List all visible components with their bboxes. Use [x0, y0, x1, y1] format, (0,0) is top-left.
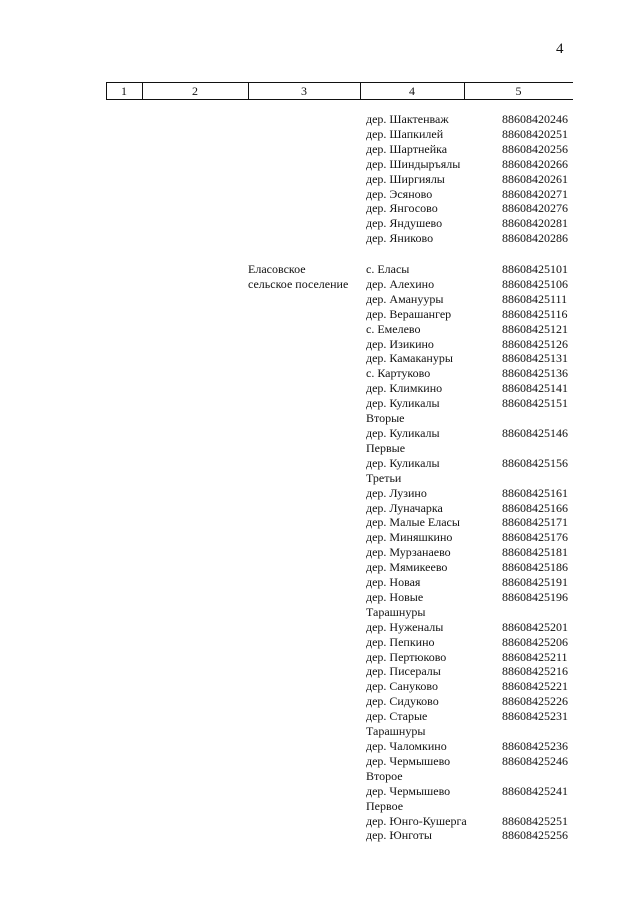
locality-row: [366, 322, 592, 337]
locality-name: дер. Юнготы: [366, 828, 432, 843]
locality-name: дер. Яниково: [366, 231, 434, 246]
oktmo-code: 88608425171: [502, 515, 568, 530]
locality-row: [366, 351, 592, 366]
oktmo-code: 88608425246: [502, 753, 568, 768]
locality-name: дер. Янгосово: [366, 201, 438, 216]
settlement-list-continued: [366, 112, 592, 246]
locality-name: дер. Лузино: [366, 485, 427, 500]
locality-row: [366, 127, 592, 142]
locality-name: Тарашнуры: [366, 604, 426, 619]
locality-name: дер. Чаломкино: [366, 739, 447, 753]
locality-name: Третьи: [366, 470, 402, 485]
locality-name: Второе: [366, 768, 403, 783]
locality-row: [366, 396, 592, 411]
locality-name: дер. Куликалы: [366, 425, 440, 440]
locality-name: дер. Мурзанаево: [366, 545, 451, 560]
oktmo-code: 88608420276: [502, 201, 568, 216]
locality-name: дер. Сануково: [366, 679, 438, 694]
locality-row: [366, 456, 592, 471]
oktmo-code: 88608425151: [502, 396, 568, 411]
locality-row: [366, 307, 592, 322]
locality-row: [366, 501, 592, 516]
locality-row: [366, 605, 592, 620]
locality-name: с. Емелево: [366, 321, 421, 336]
locality-name: дер. Эсяново: [366, 186, 433, 201]
oktmo-code: 88608425106: [502, 276, 568, 291]
locality-name: дер. Миняшкино: [366, 530, 453, 545]
locality-row: [366, 112, 592, 127]
elasovskoe-settlement-list: [366, 262, 592, 843]
locality-name: дер. Ширгиялы: [366, 171, 445, 186]
locality-name: дер. Новые: [366, 589, 424, 604]
column-number-4: 4: [409, 84, 415, 98]
locality-row: [366, 262, 592, 277]
oktmo-code: 88608420256: [502, 141, 568, 156]
locality-name: дер. Шиндыръялы: [366, 156, 461, 171]
locality-row: [366, 216, 592, 231]
oktmo-code: 88608425176: [502, 530, 568, 545]
locality-name: дер. Чермышево: [366, 753, 451, 768]
oktmo-code: 88608420246: [502, 112, 568, 126]
locality-row: [366, 292, 592, 307]
locality-row: [366, 530, 592, 545]
oktmo-code: 88608425121: [502, 321, 568, 336]
locality-row: [366, 515, 592, 530]
locality-name: дер. Аманууры: [366, 291, 444, 306]
locality-row: [366, 754, 592, 769]
column-number-3: 3: [301, 84, 307, 98]
oktmo-code: 88608425256: [502, 828, 568, 843]
oktmo-code: 88608425116: [502, 306, 568, 321]
locality-row: [366, 277, 592, 292]
oktmo-code: 88608420286: [502, 231, 568, 246]
locality-row: [366, 381, 592, 396]
locality-row: [366, 201, 592, 216]
locality-name: дер. Куликалы: [366, 396, 440, 411]
locality-name: дер. Луначарка: [366, 500, 443, 515]
oktmo-code: 88608425181: [502, 545, 568, 560]
locality-name: дер. Верашангер: [366, 306, 452, 321]
column-number-1: 1: [121, 84, 127, 98]
oktmo-code: 88608420281: [502, 216, 568, 231]
locality-row: [366, 560, 592, 575]
oktmo-code: 88608425221: [502, 679, 568, 694]
oktmo-code: 88608425111: [502, 291, 568, 306]
settlement-name-line-1: Еласовское: [248, 262, 306, 276]
locality-row: [366, 441, 592, 456]
locality-name: дер. Шактенваж: [366, 112, 449, 126]
locality-name: дер. Писералы: [366, 664, 441, 679]
column-number-header: [106, 82, 573, 100]
locality-name: дер. Яндушево: [366, 216, 443, 231]
locality-name: Вторые: [366, 411, 405, 426]
locality-row: [366, 694, 592, 709]
locality-name: дер. Шартнейка: [366, 141, 448, 156]
oktmo-code: 88608425136: [502, 366, 568, 381]
locality-row: [366, 471, 592, 486]
oktmo-code: 88608425201: [502, 619, 568, 634]
oktmo-code: [502, 605, 592, 620]
oktmo-code: 88608425206: [502, 634, 568, 649]
locality-row: [366, 635, 592, 650]
locality-name: дер. Камакануры: [366, 351, 453, 366]
locality-name: дер. Изикино: [366, 336, 434, 351]
locality-row: [366, 769, 592, 784]
locality-row: [366, 545, 592, 560]
oktmo-code: 88608420266: [502, 156, 568, 171]
oktmo-code: 88608425141: [502, 381, 568, 396]
oktmo-code: 88608425236: [502, 739, 568, 753]
locality-row: [366, 486, 592, 501]
oktmo-code: 88608425231: [502, 709, 568, 724]
oktmo-code: 88608425216: [502, 664, 568, 679]
locality-name: дер. Алехино: [366, 276, 435, 291]
oktmo-code: 88608425126: [502, 336, 568, 351]
locality-row: [366, 157, 592, 172]
page-number: 4: [556, 41, 564, 57]
locality-row: [366, 784, 592, 799]
locality-name: дер. Малые Еласы: [366, 515, 460, 530]
locality-row: [366, 575, 592, 590]
locality-name: дер. Пепкино: [366, 634, 435, 649]
locality-row: [366, 231, 592, 246]
locality-row: [366, 814, 592, 829]
locality-name: Тарашнуры: [366, 724, 426, 739]
oktmo-code: 88608425191: [502, 575, 568, 590]
locality-row: [366, 337, 592, 352]
oktmo-code: [502, 441, 592, 456]
locality-name: Первое: [366, 798, 404, 813]
locality-row: [366, 187, 592, 202]
column-number-5: 5: [515, 84, 522, 98]
oktmo-code: 88608425241: [502, 783, 568, 798]
locality-row: [366, 426, 592, 441]
locality-row: [366, 739, 592, 754]
locality-row: [366, 650, 592, 665]
locality-row: [366, 590, 592, 605]
locality-row: [366, 366, 592, 381]
locality-row: [366, 828, 592, 843]
oktmo-code: 88608420271: [502, 186, 568, 201]
locality-row: [366, 172, 592, 187]
locality-row: [366, 411, 592, 426]
locality-row: [366, 709, 592, 724]
locality-name: с. Еласы: [366, 262, 410, 276]
locality-row: [366, 142, 592, 157]
locality-row: [366, 664, 592, 679]
oktmo-code: 88608425226: [502, 694, 568, 709]
settlement-name-line-2: сельское поселение: [248, 276, 349, 291]
locality-name: дер. Пертюково: [366, 649, 447, 664]
oktmo-code: [502, 799, 592, 814]
oktmo-code: 88608425251: [502, 813, 568, 828]
oktmo-code: 88608425161: [502, 485, 568, 500]
column-number-2: 2: [192, 84, 198, 98]
locality-row: [366, 679, 592, 694]
locality-name: дер. Мямикеево: [366, 560, 448, 575]
locality-name: дер. Новая: [366, 575, 421, 590]
oktmo-code: [502, 724, 592, 739]
locality-name: дер. Куликалы: [366, 455, 440, 470]
locality-row: [366, 799, 592, 814]
oktmo-code: 88608425101: [502, 262, 568, 276]
oktmo-code: [502, 411, 592, 426]
oktmo-code: 88608425166: [502, 500, 568, 515]
locality-name: дер. Нуженалы: [366, 619, 444, 634]
locality-row: [366, 724, 592, 739]
locality-name: дер. Юнго-Кушерга: [366, 813, 467, 828]
oktmo-code: 88608420261: [502, 171, 568, 186]
oktmo-code: 88608425186: [502, 560, 568, 575]
locality-name: Первые: [366, 440, 406, 455]
oktmo-code: [502, 769, 592, 784]
locality-name: дер. Климкино: [366, 381, 443, 396]
settlement-name: [248, 262, 360, 292]
oktmo-code: 88608425131: [502, 351, 568, 366]
locality-name: с. Картуково: [366, 366, 431, 381]
oktmo-code: [502, 471, 592, 486]
oktmo-code: 88608420251: [502, 126, 568, 141]
oktmo-code: 88608425146: [502, 425, 568, 440]
locality-name: дер. Шапкилей: [366, 126, 444, 141]
locality-row: [366, 620, 592, 635]
locality-name: дер. Чермышево: [366, 783, 451, 798]
locality-name: дер. Старые: [366, 709, 428, 724]
oktmo-code: 88608425211: [502, 649, 568, 664]
oktmo-code: 88608425196: [502, 589, 568, 604]
oktmo-code: 88608425156: [502, 455, 568, 470]
locality-name: дер. Сидуково: [366, 694, 439, 709]
